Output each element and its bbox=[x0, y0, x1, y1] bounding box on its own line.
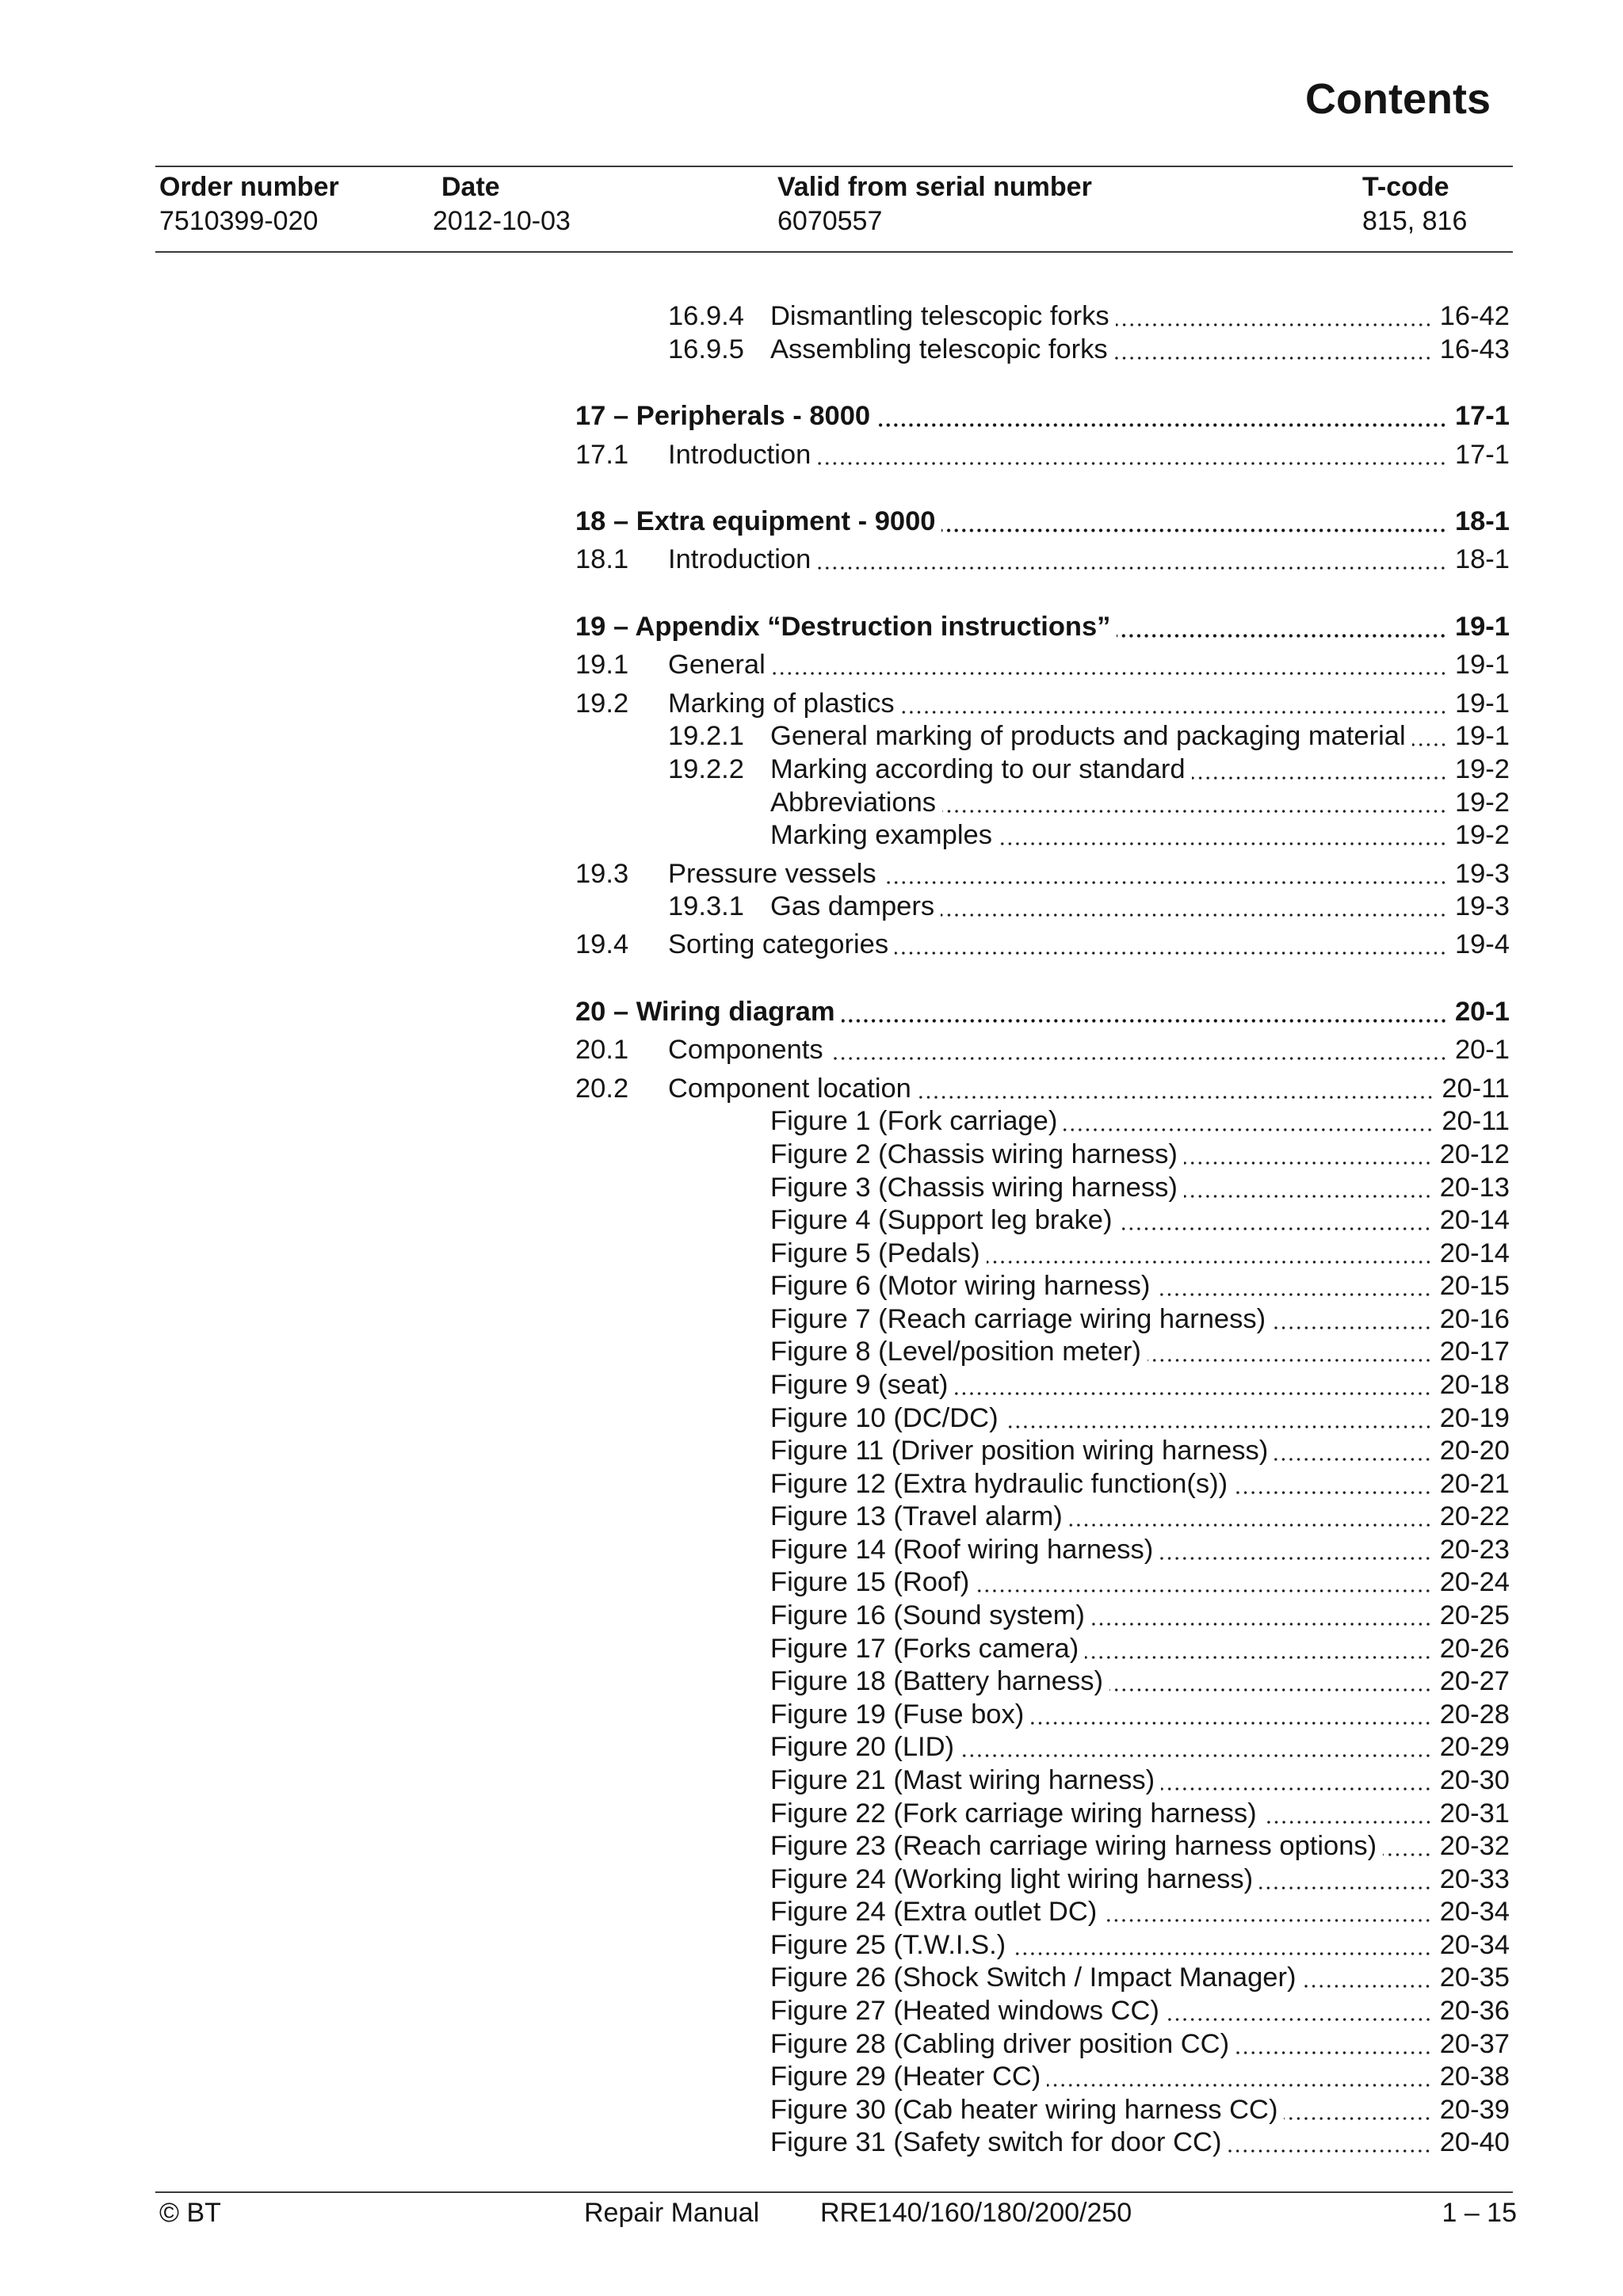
toc-entry-chapter[interactable] bbox=[575, 611, 1510, 644]
order-number-label: Order number bbox=[159, 172, 339, 202]
toc-entry-item[interactable] bbox=[575, 1962, 1510, 1995]
valid-from-value: 6070557 bbox=[777, 206, 883, 236]
toc-dot-leader bbox=[1005, 1402, 1432, 1436]
toc-page-number: 20-15 bbox=[1439, 1271, 1510, 1302]
toc-dot-leader bbox=[999, 819, 1447, 852]
toc-entry-chapter[interactable] bbox=[575, 996, 1510, 1029]
toc-page-number: 20-13 bbox=[1439, 1172, 1510, 1203]
toc-entry-title: 19 – Appendix “Destruction instructions” bbox=[575, 612, 1111, 643]
toc-dot-leader bbox=[1047, 2061, 1431, 2094]
toc-dot-leader bbox=[1302, 1962, 1431, 1995]
toc-entry-title: Figure 8 (Level/position meter) bbox=[770, 1337, 1141, 1367]
date-value: 2012-10-03 bbox=[433, 206, 571, 236]
toc-dot-leader bbox=[960, 1731, 1432, 1764]
footer-manual-name: Repair Manual bbox=[584, 2198, 760, 2228]
toc-page-number: 20-17 bbox=[1439, 1337, 1510, 1367]
toc-entry-item[interactable] bbox=[575, 1402, 1510, 1436]
toc-section-number: 19.3.1 bbox=[668, 891, 744, 922]
toc-entry-title: Marking of plastics bbox=[668, 688, 895, 719]
toc-page-number: 20-32 bbox=[1439, 1831, 1510, 1862]
toc-page-number: 19-1 bbox=[1454, 612, 1510, 643]
toc-entry-title: Figure 2 (Chassis wiring harness) bbox=[770, 1138, 1178, 1169]
toc-entry-item[interactable] bbox=[575, 1665, 1510, 1699]
toc-page-number: 20-31 bbox=[1439, 1798, 1510, 1829]
toc-entry-title: Figure 25 (T.W.I.S.) bbox=[770, 1929, 1006, 1960]
toc-dot-leader bbox=[895, 929, 1447, 962]
toc-dot-leader bbox=[1030, 1699, 1432, 1732]
toc-page-number: 19-3 bbox=[1454, 858, 1510, 889]
toc-entry-title: Pressure vessels bbox=[668, 858, 876, 889]
toc-dot-leader bbox=[918, 1073, 1434, 1106]
toc-page-number: 20-18 bbox=[1439, 1369, 1510, 1400]
toc-dot-leader bbox=[1148, 1336, 1432, 1369]
toc-page-number: 20-11 bbox=[1442, 1106, 1510, 1137]
toc-dot-leader bbox=[1159, 1534, 1432, 1567]
footer-models: RRE140/160/180/200/250 bbox=[820, 2198, 1132, 2228]
toc-entry-item[interactable] bbox=[575, 1995, 1510, 2028]
toc-entry-item[interactable] bbox=[575, 1896, 1510, 1929]
toc-page-number: 19-1 bbox=[1454, 721, 1510, 752]
toc-section-number: 17.1 bbox=[575, 439, 629, 470]
toc-page-number: 19-3 bbox=[1454, 891, 1510, 922]
toc-page-number: 20-33 bbox=[1439, 1863, 1510, 1894]
toc-entry-title: Introduction bbox=[668, 439, 812, 470]
toc-dot-leader bbox=[1103, 1896, 1432, 1929]
toc-section-number: 18.1 bbox=[575, 544, 629, 575]
toc-page-number: 20-14 bbox=[1439, 1205, 1510, 1236]
toc-page-number: 19-1 bbox=[1454, 688, 1510, 719]
toc-dot-leader bbox=[941, 505, 1446, 539]
toc-dot-leader bbox=[1085, 1633, 1432, 1666]
toc-entry-chapter[interactable] bbox=[575, 505, 1510, 539]
toc-entry-title: 17 – Peripherals - 8000 bbox=[575, 401, 871, 432]
toc-entry-item[interactable] bbox=[575, 1699, 1510, 1732]
toc-entry-subsection[interactable] bbox=[575, 334, 1510, 367]
toc-entry-section[interactable] bbox=[575, 1073, 1510, 1106]
toc-entry-title: Figure 16 (Sound system) bbox=[770, 1600, 1085, 1631]
toc-entry-title: 20 – Wiring diagram bbox=[575, 997, 835, 1028]
toc-entry-item[interactable] bbox=[575, 819, 1510, 852]
toc-entry-item[interactable] bbox=[575, 1566, 1510, 1600]
toc-entry-subsection[interactable] bbox=[575, 720, 1510, 753]
toc-entry-item[interactable] bbox=[575, 1105, 1510, 1138]
toc-dot-leader bbox=[1114, 334, 1432, 367]
toc-page-number: 16-43 bbox=[1439, 334, 1510, 364]
toc-dot-leader bbox=[976, 1566, 1432, 1600]
toc-page-number: 20-40 bbox=[1439, 2127, 1510, 2158]
toc-dot-leader bbox=[942, 787, 1447, 820]
toc-section-number: 19.2.2 bbox=[668, 753, 744, 784]
toc-page-number: 19-2 bbox=[1454, 753, 1510, 784]
toc-section-number: 19.2.1 bbox=[668, 721, 744, 752]
toc-entry-title: Figure 20 (LID) bbox=[770, 1732, 954, 1763]
toc-page-number: 20-29 bbox=[1439, 1732, 1510, 1763]
toc-entry-title: Marking examples bbox=[770, 820, 992, 851]
toc-dot-leader bbox=[1012, 1929, 1432, 1962]
toc-entry-item[interactable] bbox=[575, 1501, 1510, 1534]
toc-entry-section[interactable] bbox=[575, 688, 1510, 721]
toc-entry-section[interactable] bbox=[575, 649, 1510, 682]
toc-entry-title: Introduction bbox=[668, 544, 812, 575]
toc-page-number: 20-35 bbox=[1439, 1962, 1510, 1993]
toc-section-number: 19.3 bbox=[575, 858, 629, 889]
toc-entry-title: Figure 18 (Battery harness) bbox=[770, 1666, 1103, 1697]
toc-entry-item[interactable] bbox=[575, 1600, 1510, 1633]
toc-dot-leader bbox=[817, 439, 1447, 472]
toc-page-number: 19-4 bbox=[1454, 929, 1510, 960]
toc-entry-title: Components bbox=[668, 1035, 823, 1066]
toc-dot-leader bbox=[901, 688, 1447, 721]
toc-dot-leader bbox=[1064, 1105, 1434, 1138]
toc-entry-section[interactable] bbox=[575, 543, 1510, 577]
header-rule-bottom bbox=[155, 251, 1513, 253]
toc-entry-title: Figure 27 (Heated windows CC) bbox=[770, 1995, 1159, 2026]
toc-dot-leader bbox=[1109, 1665, 1432, 1699]
toc-entry-title: Marking according to our standard bbox=[770, 753, 1186, 784]
toc-entry-title: Figure 5 (Pedals) bbox=[770, 1238, 980, 1268]
toc-page-number: 20-16 bbox=[1439, 1303, 1510, 1334]
toc-section-number: 19.2 bbox=[575, 688, 629, 719]
toc-dot-leader bbox=[1274, 1435, 1431, 1468]
toc-entry-item[interactable] bbox=[575, 1798, 1510, 1831]
toc-dot-leader bbox=[1116, 300, 1432, 334]
toc-entry-item[interactable] bbox=[575, 1863, 1510, 1897]
toc-entry-title: Figure 12 (Extra hydraulic function(s)) bbox=[770, 1468, 1228, 1499]
toc-entry-title: Figure 11 (Driver position wiring harness) bbox=[770, 1436, 1269, 1466]
toc-dot-leader bbox=[1383, 1830, 1432, 1863]
toc-section-number: 19.4 bbox=[575, 929, 629, 960]
toc-page-number: 16-42 bbox=[1439, 301, 1510, 331]
toc-entry-title: Figure 26 (Shock Switch / Impact Manager) bbox=[770, 1962, 1296, 1993]
toc-entry-title: Abbreviations bbox=[770, 787, 937, 818]
toc-dot-leader bbox=[1192, 753, 1447, 787]
toc-entry-subsection[interactable] bbox=[575, 753, 1510, 787]
toc-entry-title: Gas dampers bbox=[770, 891, 935, 922]
header-rule-top bbox=[155, 166, 1513, 167]
toc-entry-item[interactable] bbox=[575, 1764, 1510, 1798]
toc-dot-leader bbox=[954, 1369, 1431, 1402]
toc-entry-section[interactable] bbox=[575, 929, 1510, 962]
toc-dot-leader bbox=[772, 649, 1447, 682]
toc-entry-title: Figure 31 (Safety switch for door CC) bbox=[770, 2127, 1222, 2158]
toc-dot-leader bbox=[1184, 1172, 1432, 1205]
toc-entry-item[interactable] bbox=[575, 1138, 1510, 1172]
toc-section-number: 20.1 bbox=[575, 1035, 629, 1066]
toc-page-number: 19-2 bbox=[1454, 820, 1510, 851]
toc-entry-title: Figure 3 (Chassis wiring harness) bbox=[770, 1172, 1178, 1203]
toc-dot-leader bbox=[1184, 1138, 1432, 1172]
toc-page-number: 20-12 bbox=[1439, 1138, 1510, 1169]
toc-entry-item[interactable] bbox=[575, 2028, 1510, 2061]
toc-entry-title: Figure 14 (Roof wiring harness) bbox=[770, 1534, 1154, 1565]
toc-entry-title: Figure 4 (Support leg brake) bbox=[770, 1205, 1113, 1236]
toc-entry-item[interactable] bbox=[575, 2094, 1510, 2127]
toc-entry-section[interactable] bbox=[575, 439, 1510, 472]
toc-entry-title: Figure 28 (Cabling driver position CC) bbox=[770, 2028, 1230, 2059]
toc-dot-leader bbox=[1069, 1501, 1432, 1534]
footer-rule bbox=[155, 2191, 1513, 2193]
toc-entry-section[interactable] bbox=[575, 858, 1510, 891]
toc-entry-title: Dismantling telescopic forks bbox=[770, 301, 1109, 331]
toc-entry-title: Figure 29 (Heater CC) bbox=[770, 2061, 1041, 2092]
toc-entry-item[interactable] bbox=[575, 787, 1510, 820]
toc-page-number: 20-37 bbox=[1439, 2028, 1510, 2059]
toc-entry-item[interactable] bbox=[575, 1369, 1510, 1402]
toc-entry-item[interactable] bbox=[575, 1303, 1510, 1337]
toc-section-number: 16.9.4 bbox=[668, 301, 744, 331]
toc-dot-leader bbox=[1091, 1600, 1432, 1633]
toc-entry-title: Figure 6 (Motor wiring harness) bbox=[770, 1271, 1151, 1302]
toc-page-number: 20-25 bbox=[1439, 1600, 1510, 1631]
toc-section-number: 16.9.5 bbox=[668, 334, 744, 364]
toc-entry-subsection[interactable] bbox=[575, 300, 1510, 334]
toc-entry-item[interactable] bbox=[575, 1731, 1510, 1764]
toc-entry-title: Figure 13 (Travel alarm) bbox=[770, 1501, 1063, 1532]
toc-page-number: 20-21 bbox=[1439, 1468, 1510, 1499]
toc-entry-title: Figure 24 (Working light wiring harness) bbox=[770, 1863, 1254, 1894]
valid-from-label: Valid from serial number bbox=[777, 172, 1092, 202]
footer-page-number: 1 – 15 bbox=[1442, 2198, 1517, 2228]
toc-page-number: 20-20 bbox=[1439, 1436, 1510, 1466]
toc-dot-leader bbox=[941, 891, 1447, 924]
toc-entry-title: General marking of products and packaging material bbox=[770, 721, 1406, 752]
toc-page-number: 20-1 bbox=[1454, 1035, 1510, 1066]
toc-dot-leader bbox=[876, 400, 1447, 433]
toc-page-number: 20-11 bbox=[1442, 1073, 1510, 1104]
toc-dot-leader bbox=[1263, 1798, 1432, 1831]
toc-page-number: 18-1 bbox=[1454, 544, 1510, 575]
toc-entry-title: Figure 24 (Extra outlet DC) bbox=[770, 1897, 1098, 1928]
toc-dot-leader bbox=[1272, 1303, 1432, 1337]
toc-entry-title: Figure 23 (Reach carriage wiring harness options) bbox=[770, 1831, 1377, 1862]
toc-dot-leader bbox=[1161, 1764, 1432, 1798]
toc-page-number: 20-19 bbox=[1439, 1402, 1510, 1433]
toc-dot-leader bbox=[987, 1238, 1432, 1271]
toc-dot-leader bbox=[842, 996, 1447, 1029]
toc-page-number: 20-30 bbox=[1439, 1764, 1510, 1795]
toc-dot-leader bbox=[1259, 1863, 1432, 1897]
toc-dot-leader bbox=[817, 543, 1447, 577]
toc-dot-leader bbox=[1228, 2126, 1431, 2160]
page-title: Contents bbox=[1305, 75, 1491, 123]
tcode-label: T-code bbox=[1362, 172, 1449, 202]
toc-page-number: 20-22 bbox=[1439, 1501, 1510, 1532]
toc-entry-title: 18 – Extra equipment - 9000 bbox=[575, 506, 936, 537]
toc-entry-item[interactable] bbox=[575, 1929, 1510, 1962]
footer-copyright: © BT bbox=[159, 2198, 221, 2228]
toc-dot-leader bbox=[1166, 1995, 1432, 2028]
toc-page-number: 20-34 bbox=[1439, 1929, 1510, 1960]
toc-page-number: 20-38 bbox=[1439, 2061, 1510, 2092]
toc-entry-item[interactable] bbox=[575, 1238, 1510, 1271]
toc-page-number: 20-26 bbox=[1439, 1633, 1510, 1664]
toc-page-number: 20-14 bbox=[1439, 1238, 1510, 1268]
toc-dot-leader bbox=[1156, 1270, 1431, 1303]
toc-entry-item[interactable] bbox=[575, 2061, 1510, 2094]
toc-page-number: 20-28 bbox=[1439, 1699, 1510, 1730]
toc-dot-leader bbox=[1117, 611, 1447, 644]
toc-entry-title: Component location bbox=[668, 1073, 911, 1104]
toc-entry-title: Figure 21 (Mast wiring harness) bbox=[770, 1764, 1155, 1795]
toc-dot-leader bbox=[1234, 1468, 1432, 1501]
toc-page-number: 20-27 bbox=[1439, 1666, 1510, 1697]
toc-page-number: 20-36 bbox=[1439, 1995, 1510, 2026]
toc-entry-item[interactable] bbox=[575, 1172, 1510, 1205]
toc-entry-title: Assembling telescopic forks bbox=[770, 334, 1108, 364]
toc-entry-title: Figure 17 (Forks camera) bbox=[770, 1633, 1079, 1664]
toc-entry-title: Figure 30 (Cab heater wiring harness CC) bbox=[770, 2094, 1278, 2125]
toc-page-number: 20-24 bbox=[1439, 1567, 1510, 1598]
toc-entry-chapter[interactable] bbox=[575, 400, 1510, 433]
toc-entry-title: Figure 10 (DC/DC) bbox=[770, 1402, 999, 1433]
toc-page-number: 20-23 bbox=[1439, 1534, 1510, 1565]
toc-entry-item[interactable] bbox=[575, 1270, 1510, 1303]
toc-dot-leader bbox=[830, 1034, 1447, 1067]
toc-entry-item[interactable] bbox=[575, 1336, 1510, 1369]
toc-dot-leader bbox=[1118, 1204, 1431, 1238]
toc-page-number: 19-1 bbox=[1454, 650, 1510, 681]
date-label: Date bbox=[441, 172, 500, 202]
toc-page-number: 20-39 bbox=[1439, 2094, 1510, 2125]
toc-entry-title: Figure 15 (Roof) bbox=[770, 1567, 970, 1598]
toc-section-number: 19.1 bbox=[575, 650, 629, 681]
toc-page-number: 17-1 bbox=[1454, 401, 1510, 432]
toc-entry-subsection[interactable] bbox=[575, 891, 1510, 924]
order-number-value: 7510399-020 bbox=[159, 206, 319, 236]
toc-entry-item[interactable] bbox=[575, 1534, 1510, 1567]
toc-page-number: 19-2 bbox=[1454, 787, 1510, 818]
table-of-contents bbox=[575, 300, 1510, 2160]
toc-page-number: 20-34 bbox=[1439, 1897, 1510, 1928]
toc-dot-leader bbox=[1412, 720, 1447, 753]
toc-entry-title: Figure 22 (Fork carriage wiring harness) bbox=[770, 1798, 1257, 1829]
toc-page-number: 18-1 bbox=[1454, 506, 1510, 537]
toc-entry-section[interactable] bbox=[575, 1034, 1510, 1067]
toc-entry-title: Figure 19 (Fuse box) bbox=[770, 1699, 1025, 1730]
toc-dot-leader bbox=[1235, 2028, 1432, 2061]
toc-entry-title: Figure 1 (Fork carriage) bbox=[770, 1106, 1058, 1137]
toc-entry-title: General bbox=[668, 650, 766, 681]
toc-entry-title: Figure 7 (Reach carriage wiring harness) bbox=[770, 1303, 1266, 1334]
toc-entry-title: Figure 9 (seat) bbox=[770, 1369, 949, 1400]
tcode-value: 815, 816 bbox=[1362, 206, 1468, 236]
toc-page-number: 20-1 bbox=[1454, 997, 1510, 1028]
toc-entry-item[interactable] bbox=[575, 1830, 1510, 1863]
toc-section-number: 20.2 bbox=[575, 1073, 629, 1104]
toc-dot-leader bbox=[1284, 2094, 1431, 2127]
toc-dot-leader bbox=[883, 858, 1447, 891]
toc-entry-item[interactable] bbox=[575, 2126, 1510, 2160]
toc-entry-item[interactable] bbox=[575, 1468, 1510, 1501]
toc-entry-title: Sorting categories bbox=[668, 929, 889, 960]
toc-entry-item[interactable] bbox=[575, 1633, 1510, 1666]
toc-page-number: 17-1 bbox=[1454, 439, 1510, 470]
toc-entry-item[interactable] bbox=[575, 1435, 1510, 1468]
toc-entry-item[interactable] bbox=[575, 1204, 1510, 1238]
